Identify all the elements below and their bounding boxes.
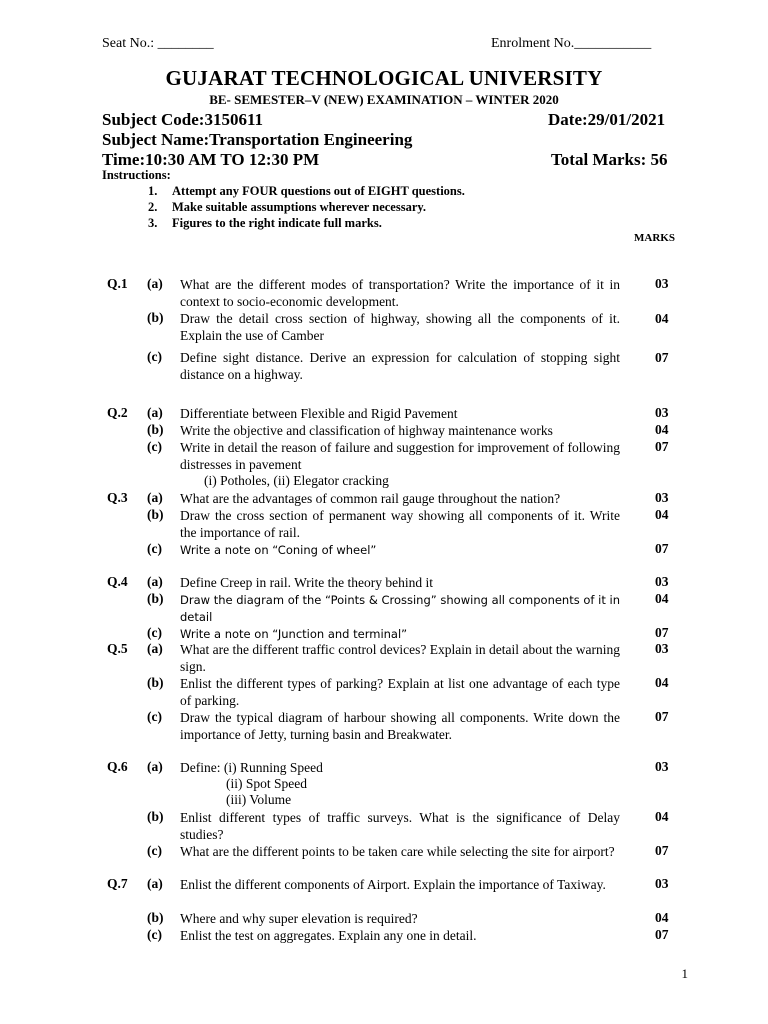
question-text: Enlist the different components of Airport. Explain the importance of Taxiway. — [180, 877, 606, 892]
subject-code: Subject Code:3150611 — [102, 110, 264, 129]
instruction-text: Make suitable assumptions wherever necessary. — [172, 200, 427, 214]
instruction-num: 2. — [148, 200, 158, 214]
question-marks: 03 — [655, 759, 669, 774]
question-marks: 07 — [655, 439, 669, 454]
instruction-text: Figures to the right indicate full marks. — [172, 216, 382, 230]
question-text: Enlist different types of traffic surveys. What is the significance of Delay studies? — [180, 810, 620, 842]
subquestion-label: (a) — [147, 876, 163, 891]
question-marks: 07 — [655, 350, 669, 365]
question-text: What are the different points to be taken care while selecting the site for airport? — [180, 844, 615, 859]
question-marks: 04 — [655, 809, 669, 824]
seat-number: Seat No.: ________ — [102, 36, 214, 51]
question-marks: 03 — [655, 574, 669, 589]
question-marks: 04 — [655, 591, 669, 606]
exam-time: Time:10:30 AM TO 12:30 PM — [102, 150, 320, 169]
instruction-num: 3. — [148, 216, 158, 230]
question-number: Q.1 — [107, 276, 128, 291]
question-text: What are the advantages of common rail gauge throughout the nation? — [180, 491, 561, 506]
question-marks: 03 — [655, 276, 669, 291]
subquestion-label: (b) — [147, 591, 164, 606]
subquestion-label: (a) — [147, 574, 163, 589]
university-title: GUJARAT TECHNOLOGICAL UNIVERSITY — [165, 66, 603, 90]
subquestion-label: (a) — [147, 490, 163, 505]
subquestion-label: (b) — [147, 675, 164, 690]
question-marks: 03 — [655, 490, 669, 505]
question-text: Write in detail the reason of failure and suggestion for improvement of following distresses in pavement — [180, 440, 620, 472]
exam-title: BE- SEMESTER–V (NEW) EXAMINATION – WINTER 2020 — [209, 92, 559, 107]
subject-name: Subject Name:Transportation Engineering — [102, 130, 413, 149]
question-marks: 07 — [655, 625, 669, 640]
question-text: Enlist the test on aggregates. Explain any one in detail. — [180, 928, 477, 943]
page-number: 1 — [681, 966, 688, 981]
subquestion-label: (a) — [147, 405, 163, 420]
question-marks: 04 — [655, 675, 669, 690]
question-marks: 04 — [655, 910, 669, 925]
subquestion-label: (c) — [147, 843, 162, 858]
subquestion-label: (b) — [147, 809, 164, 824]
question-number: Q.6 — [107, 759, 128, 774]
question-text: Define sight distance. Derive an expression for calculation of stopping sight distance on a highway. — [180, 350, 620, 382]
question-text: What are the different traffic control devices? Explain in detail about the warning sign. — [180, 642, 620, 674]
question-marks: 03 — [655, 641, 669, 656]
subquestion-label: (b) — [147, 910, 164, 925]
enrolment-number: Enrolment No.___________ — [491, 36, 652, 51]
question-marks: 04 — [655, 422, 669, 437]
instructions-title: Instructions: — [102, 168, 171, 182]
marks-column-header: MARKS — [634, 232, 675, 244]
subquestion-label: (c) — [147, 439, 162, 454]
total-marks: Total Marks: 56 — [551, 150, 668, 169]
question-marks: 04 — [655, 311, 669, 326]
question-text: Where and why super elevation is required? — [180, 911, 418, 926]
question-text: Draw the typical diagram of harbour showing all components. Write down the importance of Jetty, turning basin and Breakwater. — [180, 710, 620, 742]
question-number: Q.7 — [107, 876, 128, 891]
subquestion-label: (a) — [147, 759, 163, 774]
subquestion-label: (c) — [147, 709, 162, 724]
question-text: Differentiate between Flexible and Rigid Pavement — [180, 406, 458, 421]
question-marks: 04 — [655, 507, 669, 522]
question-marks: 07 — [655, 843, 669, 858]
question-number: Q.2 — [107, 405, 128, 420]
question-subtext: (ii) Spot Speed — [226, 776, 307, 791]
question-text: Write a note on “Coning of wheel” — [180, 543, 377, 557]
subquestion-label: (a) — [147, 276, 163, 291]
subquestion-label: (c) — [147, 349, 162, 364]
question-marks: 03 — [655, 876, 669, 891]
question-marks: 07 — [655, 709, 669, 724]
question-marks: 07 — [655, 927, 669, 942]
question-number: Q.5 — [107, 641, 128, 656]
question-number: Q.4 — [107, 574, 128, 589]
subquestion-label: (b) — [147, 310, 164, 325]
question-subtext: (iii) Volume — [226, 792, 292, 807]
subquestion-label: (a) — [147, 641, 163, 656]
question-text: Draw the diagram of the “Points & Crossing” showing all components of it in detail — [180, 593, 620, 624]
question-text: Define: (i) Running Speed — [180, 760, 323, 775]
question-marks: 03 — [655, 405, 669, 420]
question-marks: 07 — [655, 541, 669, 556]
question-text: Define Creep in rail. Write the theory behind it — [180, 575, 433, 590]
question-text: Draw the detail cross section of highway, showing all the components of it. Explain the use of Camber — [180, 311, 620, 343]
question-text: What are the different modes of transportation? Write the importance of it in context to socio-economic development. — [180, 277, 620, 309]
question-text: Write the objective and classification of highway maintenance works — [180, 423, 553, 438]
question-subtext: (i) Potholes, (ii) Elegator cracking — [204, 473, 389, 488]
exam-date: Date:29/01/2021 — [548, 110, 666, 129]
subquestion-label: (c) — [147, 625, 162, 640]
question-text: Write a note on “Junction and terminal” — [180, 627, 408, 641]
subquestion-label: (c) — [147, 927, 162, 942]
question-text: Draw the cross section of permanent way showing all components of it. Write the importance of rail. — [180, 508, 620, 540]
question-number: Q.3 — [107, 490, 128, 505]
instruction-num: 1. — [148, 184, 158, 198]
instruction-text: Attempt any FOUR questions out of EIGHT questions. — [172, 184, 465, 198]
subquestion-label: (b) — [147, 507, 164, 522]
subquestion-label: (b) — [147, 422, 164, 437]
subquestion-label: (c) — [147, 541, 162, 556]
question-text: Enlist the different types of parking? Explain at list one advantage of each type of parking. — [180, 676, 620, 708]
